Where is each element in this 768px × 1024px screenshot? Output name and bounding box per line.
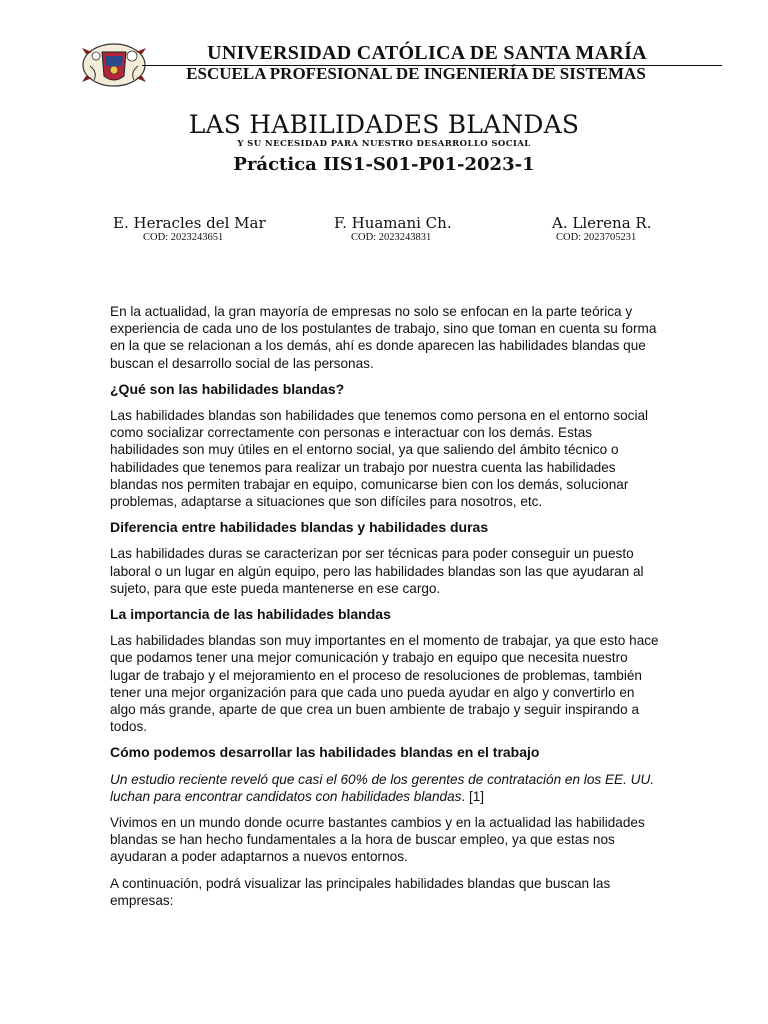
section-heading: Cómo podemos desarrollar las habilidades blandas en el trabajo — [110, 744, 540, 761]
author-name: A. Llerena R. — [552, 214, 652, 232]
author-2 — [334, 214, 452, 243]
author-cod: COD: 2023243831 — [351, 232, 432, 243]
quote-paragraph — [110, 771, 660, 805]
section-paragraph: A continuación, podrá visualizar las principales habilidades blandas que buscan las empresas: — [110, 875, 611, 908]
author-3 — [552, 214, 652, 243]
document-body — [110, 303, 660, 918]
section-paragraph: Vivimos en un mundo donde ocurre bastantes cambios y en la actualidad las habilidades blandas se han hecho fundamentales a la hora de buscar empleo, ya que estas nos ayudaran a poder adaptarnos a nuevos entornos. — [110, 815, 645, 865]
section-heading: ¿Qué son las habilidades blandas? — [110, 380, 345, 397]
section-heading: La importancia de las habilidades blandas — [110, 606, 391, 623]
section-paragraph: Las habilidades blandas son muy importantes en el momento de trabajar, ya que esto hace que podamos tener una mejor comunicación y trabajo en equipo que necesita nuestro lugar de trabajo y el mejoramiento en el proceso de resoluciones de problemas, también tener una mejor organización para que cada uno pueda ayudar en algo y convertirlo en algo más grande, aparte de que crea un buen ambiente de trabajo y seguir inspirando a todos. — [110, 633, 659, 735]
citation-ref: . [1] — [461, 788, 485, 804]
university-name: UNIVERSIDAD CATÓLICA DE SANTA MARÍA — [207, 42, 647, 64]
university-crest-logo — [80, 42, 148, 88]
document-header — [80, 40, 690, 88]
quote-text: Un estudio reciente reveló que casi el 60% de los gerentes de contratación en los EE. UU. luchan para encontrar candidatos con habilidades blandas — [110, 771, 655, 804]
section-paragraph: Las habilidades blandas son habilidades que tenemos como persona en el entorno social como socializar correctamente con personas e interactuar con los demás. Estas habilidades son muy útiles en el entorno social, ya que saliendo del ámbito técnico o habilidades que tenemos para realizar un trabajo por nuestra cuenta las habilidades blandas nos permiten trabajar en equipo, comunicarse bien con los demás, solucionar problemas, adaptarse a situaciones que son difíciles para nosotros, etc. — [110, 408, 649, 510]
author-name: F. Huamani Ch. — [334, 214, 452, 232]
author-name: E. Heracles del Mar — [113, 214, 266, 232]
intro-paragraph: En la actualidad, la gran mayoría de empresas no solo se enfocan en la parte teórica y experiencia de cada uno de los postulantes de trabajo, sino que toman en cuenta su forma en la que se relacionan a los demás, ahí es donde aparecen las habilidades blandas que buscan el desarrollo social de las personas. — [110, 304, 657, 371]
document-title: LAS HABILIDADES BLANDAS — [188, 110, 580, 139]
document-subtitle: Y SU NECESIDAD PARA NUESTRO DESARROLLO SOCIAL — [237, 139, 531, 149]
author-cod: COD: 2023243651 — [143, 232, 224, 243]
section-paragraph: Las habilidades duras se caracterizan por ser técnicas para poder conseguir un puesto laboral o un lugar en algún equipo, pero las habilidades blandas son las que ayudaran al sujeto, para que este pueda mantenerse en ese cargo. — [110, 546, 644, 596]
section-heading: Diferencia entre habilidades blandas y habilidades duras — [110, 519, 489, 536]
author-cod: COD: 2023705231 — [556, 232, 637, 243]
practice-code: Práctica IIS1-S01-P01-2023-1 — [233, 154, 535, 175]
school-name: ESCUELA PROFESIONAL DE INGENIERÍA DE SISTEMAS — [186, 64, 646, 83]
author-1 — [113, 214, 266, 243]
